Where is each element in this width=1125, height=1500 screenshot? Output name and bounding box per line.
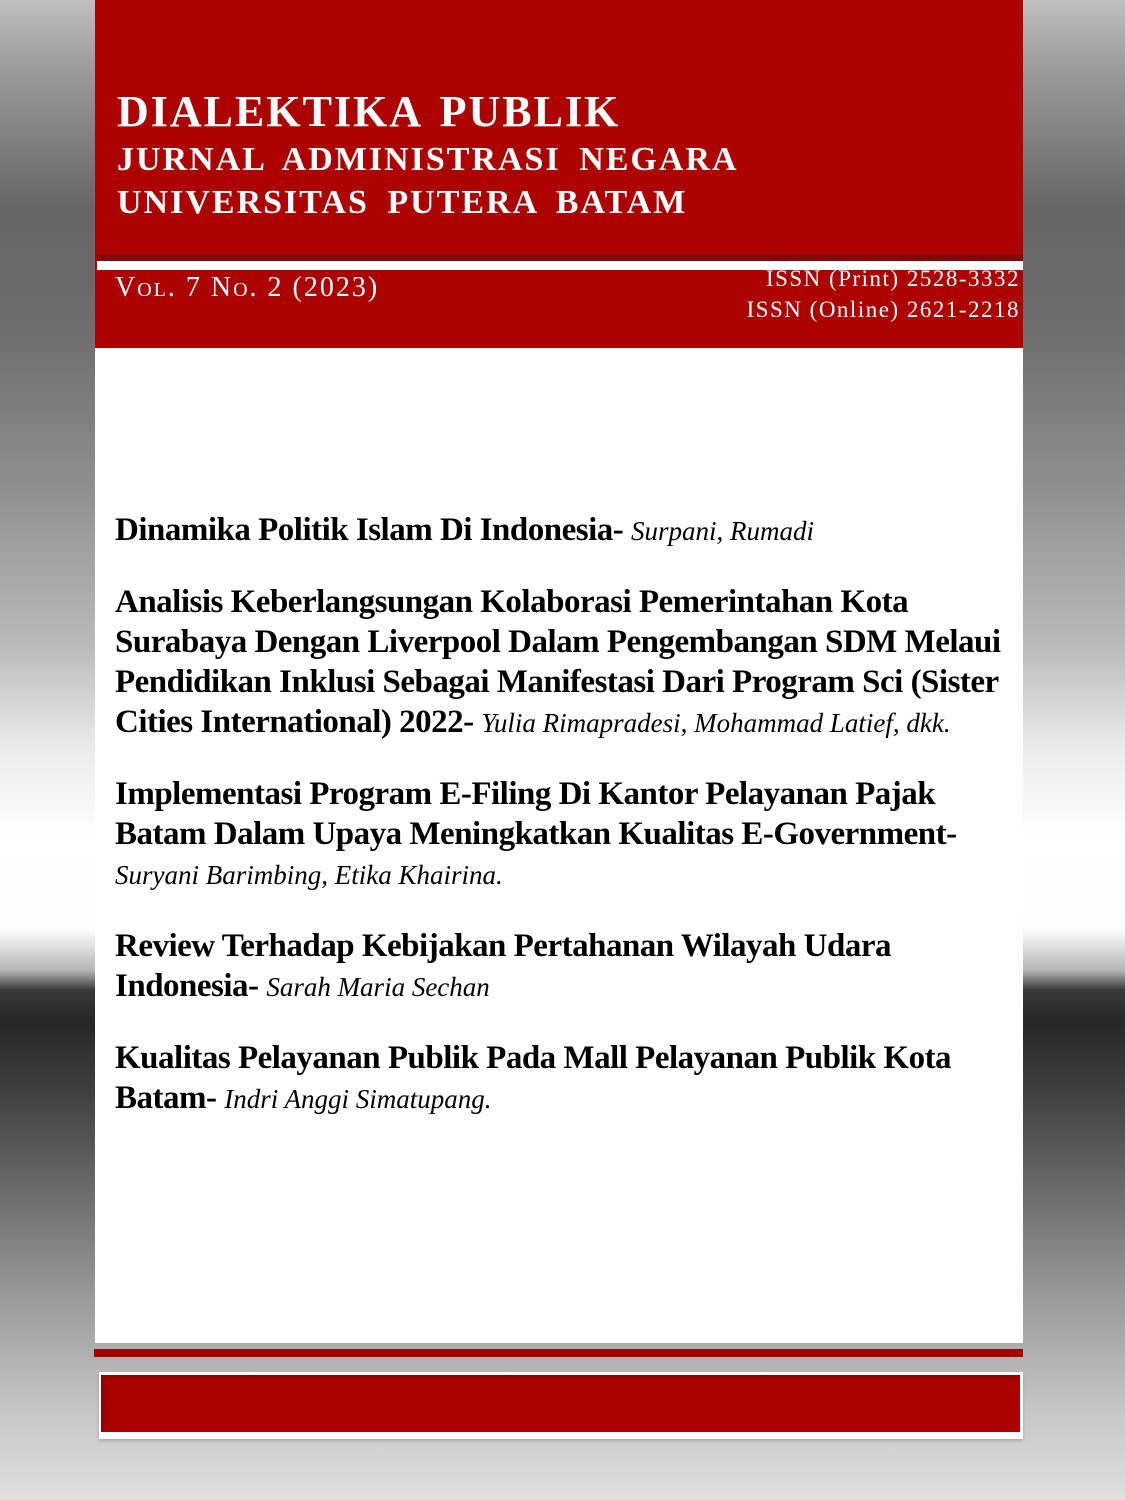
issn-online: ISSN (Online) 2621-2218: [746, 297, 1020, 322]
volume-label: Vol. 7 No. 2 (2023): [115, 272, 380, 303]
article-author: Indri Anggi Simatupang.: [224, 1084, 492, 1114]
article-title: Kualitas Pelayanan Publik Pada Mall Pelayanan Publik Kota Batam-: [115, 1040, 952, 1116]
footer-red-bar: [101, 1375, 1020, 1432]
table-of-contents-panel: [95, 348, 1023, 1343]
article-author: Suryani Barimbing, Etika Khairina.: [115, 860, 503, 890]
journal-title: DIALEKTIKA PUBLIK: [117, 87, 621, 136]
article-title: Review Terhadap Kebijakan Pertahanan Wilayah Udara Indonesia-: [115, 928, 891, 1004]
article-item: [115, 926, 1005, 1007]
issn-block: [747, 263, 1020, 325]
article-title: Implementasi Program E-Filing Di Kantor Pelayanan Pajak Batam Dalam Upaya Meningkatkan Kualitas E-Government-: [115, 776, 957, 852]
article-item: [115, 774, 1005, 895]
article-title: Dinamika Politik Islam Di Indonesia-: [115, 512, 624, 548]
masthead-block: [95, 0, 1023, 348]
article-item: [115, 582, 1005, 743]
thin-red-bar: [94, 1349, 1023, 1357]
masthead: [95, 0, 1023, 224]
footer-bar-frame: [99, 1372, 1023, 1439]
articles-list: [115, 510, 1005, 1119]
issn-print: ISSN (Print) 2528-3332: [765, 266, 1020, 291]
article-item: [115, 510, 1005, 551]
journal-subtitle-line1: JURNAL ADMINISTRASI NEGARA: [117, 141, 739, 178]
journal-subtitle-line2: UNIVERSITAS PUTERA BATAM: [117, 184, 688, 221]
article-item: [115, 1038, 1005, 1119]
article-title: Analisis Keberlangsungan Kolaborasi Pemerintahan Kota Surabaya Dengan Liverpool Dalam Pengembangan SDM Melaui Pendidikan Inklusi Sebagai Manifestasi Dari Program Sci (Sister Cities International) 2022-: [115, 584, 1001, 740]
article-author: Sarah Maria Sechan: [266, 972, 490, 1002]
article-author: Surpani, Rumadi: [631, 516, 815, 546]
article-author: Yulia Rimapradesi, Mohammad Latief, dkk.: [481, 708, 951, 738]
